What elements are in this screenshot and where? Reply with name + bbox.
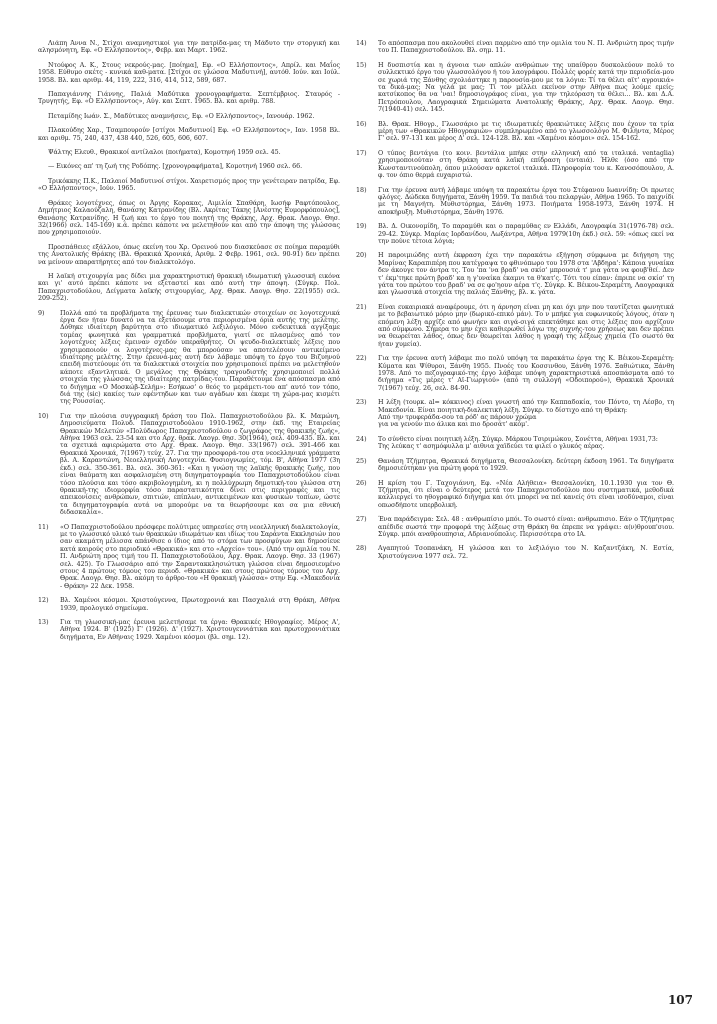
paragraph-laiki: Η λαϊκή στιχουργία μας δίδει μια χαρακτηριστική θρακική ιδιωματική γλωσσική εικόνα και γι' αυτό πρέπει κάποτε να εξεταστεί και από αυτή την άποψη. (Σύγκρ. Πολ. Παπαχριστοδούλου, Δείγματα λαϊκής στιχουργίας, Αρχ. Θρακ. Λαογρ. Θησ. 22(1955) σελ. 209-252). xyxy=(38,272,340,303)
footnote-number: 17) xyxy=(356,149,367,157)
footnote-text: Η λέξη (τουρκ. al= κόκκινος) είναι γνωστή από την Καππαδοκία, τον Πόντο, τη Λέσβο, τη Μακεδονία. Είναι ποιητική-διαλεκτική λέξη. Σύγκρ. το δίστιχο από τη Θράκη: Από την τρυφεράδα-σου τα ρόδ' ας πάρουν χρώμα για να γενούν πιο άλικα και πιο δροσάτ' ακόμ'. xyxy=(378,399,674,429)
footnote-17 xyxy=(356,150,674,180)
entry-trikokkis: Τρικόκκης Π.Κ., Παλαιοί Μαδυτινοί στίχοι. Χαιρετισμός προς την γενέτειραν πατρίδα, Εφ. «Ο Ελλήσποντος», Ιούν. 1965. xyxy=(38,177,340,193)
right-column xyxy=(356,40,674,567)
entry-ntoufos: Ντούφος Α. Κ., Στους νεκρούς-μας. [ποίημα], Εφ. «Ο Ελλήσποντος», Απρίλ. και Μαΐος 1958. Εύθυμο σκέτς - κυνικά καθ-ματα. [Στίχοι σε γλώσσα Μαδυτινή], αυτόθ. Ιούν. και Ιούλ. 1958. Βλ. και αριθμ. 44, 119, 222, 316, 414, 512, 589, 687. xyxy=(38,61,340,84)
footnote-number: 28) xyxy=(356,545,367,553)
footnote-27 xyxy=(356,516,674,538)
footnote-number: 22) xyxy=(356,355,367,363)
footnote-number: 23) xyxy=(356,399,367,407)
footnote-12 xyxy=(38,597,340,612)
paragraph-thrakes: Θράκες λογοτέχνες, όπως οι Άργης Κορακας, Αιμιλία Σπαθάρη, Ιωσήφ Ραφτόπουλος, Δημήτριος Καλαούζαλη, Θανάσης Κατρανίδης (Βλ. Ακρίτας Τάκης [Ανέστης Ευμορφόπουλος], Θανάσης Κατρανίδης. Η ζωή και το έργο του ποιητή της Θράκης, Αρχ. Θρακ. Λαογρ. Θησ. 32(1966) σελ. 145-169) κ.ά. πρέπει κάποτε να μελετηθούν και από την άποψη της γλώσσας που χρησιμοποιούν. xyxy=(38,199,340,237)
footnote-23 xyxy=(356,399,674,429)
footnote-15 xyxy=(356,62,674,114)
footnote-21 xyxy=(356,304,674,348)
footnote-number: 13) xyxy=(38,619,49,626)
footnote-number: 24) xyxy=(356,435,367,443)
footnote-text: Βλ. Χαμένοι κόσμοι. Χριστούγεννα, Πρωτοχρονιά και Πασχαλιά στη Θράκη, Αθήνα 1939, προλογικό σημείωμα. xyxy=(60,597,340,612)
footnote-number: 14) xyxy=(356,40,367,47)
footnote-19 xyxy=(356,223,674,245)
footnote-25 xyxy=(356,458,674,473)
footnote-10 xyxy=(38,413,340,517)
entry-plakoudis: Πλακούδης Χαρ., Τσαμπουρούν [στίχοι Μαδυτινοί] Εφ. «Ο Ελλήσποντος», Ιαν. 1958 Βλ. και αριθμ. 75, 240, 437, 438 440, 526, 605, 606, 607. xyxy=(38,127,340,142)
entry-papagiannis: Παπαγιάννης Γιάννης, Παλιά Μαδύτικα χρονογραφήματα. Σεπτέμβριος. Σταυρός - Τρυγητής, Εφ. «Ο Ελλήσποντος», Αύγ. και Σεπτ. 1965. Βλ. και αριθμ. 788. xyxy=(38,91,340,106)
footnote-22 xyxy=(356,355,674,392)
paragraph-prospatheies: Προσπάθειες εξάλλου, όπως εκείνη του Χρ. Ορεινού που διασκεύασε σε ποίημα παραμύθι της Ανατολικής Θράκης (Βλ. Θρακικά Χρονικά, Αριθμ. 2 Φεβρ. 1961, σελ. 90-91) δεν πρέπει να μείνουν απαρατήρητες από τον διαλεκτολόγο. xyxy=(38,243,340,266)
footnote-text: Πολλά από τα προβλήματα της έρευνας των διαλεκτικών στοιχείων σε λογοτεχνικά έργα δεν ήταν δυνατό να τα εξετάσουμε στα περιορισμένα όρια αυτής της μελέτης. Δόθηκε ιδιαίτερη βαρύτητα στο ιδιωματικό λεξιλόγιο. Μόνο ενδεικτικά αγγίξαμε τομέας φωνητικά και γραμματικά προβλήματα, γιατί σε πλασμένες από τον λογοτέχνες λέξεις έμειναν σχεδόν υπεραθρήτες. Οι ψευδο-διαλεκτικές λέξεις που χρησιμοποιούν οι λογοτέχνες-μας θα μπορούσαν να αποτελέσουν αντικείμενο ιδιαίτερης μελέτης. Στην έρευνά-μας αυτή δεν λάβαμε υπόψη το έργο του Βιζυηνού επειδή πιστεύουμε ότι τα διαλεκτικά στοιχεία που χρησιμοποιεί πρέπει να μελετηθούν κάποτε εξαντλητικά. Ο μεγάλος της Θράκης τραγουδιστής χρησιμοποιεί πολλά στοιχεία της γλώσσας της ιδιαίτερης πατρίδας-του. Παραθέτουμε ένα απόσπασμα από το διήγημα «Ο Μοσκώβ-Σελήμ»: Εσήκωσ' ο θεός το μεράμετι-του απ' αυτό τον τόπο, διά της (sic) κακίες των εφέντηδων και των αγάδων και έκαμε τη χώρα-μας κισμέτι της Ρουσσίας. xyxy=(60,309,340,406)
footnote-14 xyxy=(356,40,674,55)
footnote-text: Για την πλούσια συγγραφική δράση του Πολ. Παπαχριστοδούλου βλ. Κ. Μαμώνη, Δημοσιεύματα Πολυδ. Παπαχριστοδούλου 1910-1962, στην έκδ. της Εταιρείας Θρακικών Μελετών «Πολύδωρος Παπαχριστοδούλου ο ζωγράφος της θρακικής ζωής», Αθήνα 1963 σελ. 23-54 και στο Αρχ. θρακ. Λαογρ. θησ. 30(1964), σελ. 409-435. Βλ. και τα σχετικά αφιερώματα στο Αρχ. Θρακ. Λαογρ. Θησ. 33(1967) σελ. 391-466 και Θρακικά Χρονικά, 7(1967) τεύχ. 27. Για την προσφορά-του στα νεοελληνικά γράμματα βλ. Α. Καραντώνη, Νεοελληνική Λογοτεχνία. Φυσιογνωμίες, τόμ. Β', Αθήνα 1977 (3η έκδ.) σελ. 350-361. Βλ. σελ. 360-361: «Και η γνώση της λαϊκής θρακικής ζωής, που είναι θαύματη και ασφαλισμένη στη διηγηματογραφία του Παπαχριστοδούλου είναι τόσο πλούσια και τόσο ακριβολογημένη, κι η πολλύχρωμη δημοτική-του γλώσσα στη θρακική-της ιδιομορφία τόσο παραστατικότητα δίνει στις περιγραφές και τις απεικονίσεις ανθρώπων, σπιτιών, επίπλων, αντικειμένων και φυσικών τοπίων, ώστε τα διηγηματογραφία αυτά να μπορούμε να τα θεωρήσουμε και σα μια εθνική διδασκαλία». xyxy=(60,412,340,517)
footnote-number: 15) xyxy=(356,61,367,69)
footnote-number: 9) xyxy=(38,309,45,317)
footnote-number: 26) xyxy=(356,479,367,487)
footnote-text: «Ο Παπαχριστοδούλου πρόσφερε πολύτιμες υπηρεσίες στη νεοελληνική διαλεκτολογία, με το γλωσσικό υλικό των θρακικών ιδιωμάτων και ιδίως του Σαράντα Εκκλησιών που σαν ακαμάτη μέλισσα απάνθισε ο ίδιος από το στόμα των προσφύγων και δημοσίευε κατά καιρούς στο περιοδικό «Θρακικά» και στο «Αρχείο» του». (Από την ομιλία του Ν. Π. Ανδριώτη προς τιμή του Π. Παπαχριστοδούλου, Αρχ. Θρακ. Λαογρ. Θησ. 33 (1967) σελ. 425). Το Γλωσσάριο από την Σαραντακκλησιώτικη γλώσσα είναι δημοσιευμένο στους 4 πρώτους τόμους του περιοδ. «Θρακικά» και στους πρώτους τόμους του Αρχ. Θρακ. Λαογρ. Θησ. Βλ. ακόμη το άρθρο-του «Η θρακική γλώσσα» στην Εφ. «Μακεδονία - Θράκη» 22 Δεκ. 1958. xyxy=(60,523,340,590)
footnote-24 xyxy=(356,436,674,451)
footnote-number: 21) xyxy=(356,303,367,311)
footnote-26 xyxy=(356,480,674,510)
footnote-text: Βλ. Θρακ. Ηθογρ., Γλωσσάριο με τις ιδιωματικές θρακιώτικες λέξεις που έχουν τα τρία μέρη των «Θρακικών Ηθογραφιών» συμπληρωμένο από το γλωσσολόγο Μ. Φιλήντα, Μέρος Γ' σελ. 97-131 και μέρος Δ' σελ. 124-128. Βλ. και «Χαμένοι κόσμοι» σελ. 154-162. xyxy=(378,120,674,143)
footnote-text: Αγαπητού Τσοπανάκη, Η γλώσσα και το λεξιλόγιο του Ν. Καζαντζάκη, Ν. Εστία, Χριστούγεννα 1977 σελ. 72. xyxy=(378,545,674,560)
footnote-28 xyxy=(356,545,674,560)
entry-petamidis: Πεταμίδης Ιωάν. Σ., Μαδύτικες αναμνήσεις, Εφ. «Ο Ελλήσποντος», Ιανουάρ. 1962. xyxy=(48,112,315,120)
page-number: 107 xyxy=(667,993,693,1007)
footnote-13 xyxy=(38,619,340,641)
footnote-number: 27) xyxy=(356,516,367,524)
footnote-number: 25) xyxy=(356,457,367,465)
footnote-20 xyxy=(356,252,674,296)
footnote-text: Ένα παράδειγμα: Σελ. 48 : ανθρωπίσιο μπόι. Το σωστό είναι: ανθρωπισιο. Εάν ο Τζήμητρας απέδιδε σωστά την προφορά της λέξεως στη Θράκη θα έπρεπε να γράψει: α(ν)θρουπ'σιου. Σύγκρ. μπόι αναθρουπησια, Αδριανούπολις. Περισσότερα στο ΙΑ. xyxy=(378,516,674,538)
entry-liapi: Λιάπη Άννα Ν., Στίχοι αναμνηστικοί για την πατρίδα-μας τη Μάδυτο την στοργική και αλησμόνητη, Εφ. «Ο Ελλήσποντος», Φεβρ. και Μαρτ. 1962. xyxy=(38,40,340,55)
footnote-text: Η κρίση του Γ. Ταχογιάννη, Εφ. «Νέα Αλήθεια» Θεσσαλονίκη, 10.1.1930 για τον Θ. Τζήμητρα, ότι είναι ο δεύτερος μετά τον Παπαχριστοδούλου που συστηματικά, μεθοδικά καλλιεργεί το ηθογραφικό διήγημα και ότι μπορεί να πεί κανείς ότι είναι ισοδύναμοι, είναι οπωσδήποτε υπερβολική. xyxy=(378,479,674,509)
footnote-18 xyxy=(356,187,674,217)
footnote-text: Το σύνθετο είναι ποιητική λέξη. Σύγκρ. Μάρκου Τσιριμώκου, Σονέττα, Αθήναι 1931,73: Της λεύκας τ' ασημόφυλλα μ' αιθνια χαϊδεύει τα φιλεί ο γλυκός αέρας. xyxy=(378,435,658,451)
entry-psaltis: Ψάλτης Ελευθ., Θρακικοί αντίλαλοι (ποιήματα), Κομοτηνή 1959 σελ. 45. xyxy=(48,149,281,157)
footnote-text: Το απόσπασμα που ακολουθεί είναι παρμένο από την ομιλία του Ν. Π. Ανδριώτη προς τιμήν του Π. Παπαχριστοδούλου. Βλ. σημ. 11. xyxy=(378,40,674,55)
entry-psaltis-2: — Εικόνες απ' τη ζωή της Ροδόπης. [χρονογραφήματα], Κομοτηνή 1960 σελ. 66. xyxy=(48,163,303,171)
footnote-text: Η δυσπιστία και η άγνοια των απλών ανθρώπων της υπαίθρου δυσκολεύουν πολύ το συλλεκτικό έργο του γλωσσολόγου ή του λαογράφου. Πολλές φορές κατά την περιοδεία-μου σε χωριά της Ξάνθης σχολιάστηκε η παρουσία-μου με τα λόγια: Τί τα θέλει αϊτ' αγροικιά» τα δικά-μας; Να γελά με μας; Τί τον μέλλει εκείνον στην Αθήνα πως λούμε εμείς; κατσίκοπος θα να 'ναι! δημοσιογράφος είναι, για την τηλεόραση τα θέλει... Βλ. και Δ.Α. Πετρόπουλου, Λαογραφικά Σημειώματα Ανατολικής Θράκης, Αρχ. Θρακ. Λαογρ. Θησ. 7(1940-41) σελ. 145. xyxy=(378,61,674,114)
footnote-text: Για την έρευνα αυτή λάβαμε πιο πολύ υπόψη τα παρακάτω έργα της Κ. Βέικου-Σεραμέτη: Κύματα και Ψίθυροι, Ξάνθη 1955. Πνοές του Κοσσινθου, Ξάνθη 1976. Ξαθιώτικα, Ξάνθη 1978. Από το πεζογραφικό-της έργο λάβαμε υπόψη χαρακτηριστικά αποσπάσματα από το διήγημα «Τις μέρες τ' Αϊ-Γιωργιού» (από τη συλλογή «Οδοιπορού»), Θρακικά Χρονικά 7(1967) τεύχ. 26, σελ. 84-90. xyxy=(378,355,674,392)
footnote-text: Για την έρευνα αυτή λάβαμε υπόψη τα παρακάτω έργα του Στέφανου Ιωαννίδη: Οι πρωτες φλόγες. Δώδεκα διηγήματα, Ξάνθη 1959. Τα παιδιά του πελαργών, Αθήνα 1965. Το παιχνίδι με τη Μαγνήτη. Μυθιστόρημα, Ξάνθη 1973. Ποιήματα 1958-1973, Ξάνθη 1974. Η αποκήρυξη. Μυθιστόρημα, Ξάνθη 1976. xyxy=(378,186,674,216)
footnote-number: 11) xyxy=(38,523,49,531)
left-column xyxy=(38,40,340,648)
footnote-number: 12) xyxy=(38,597,49,605)
footnote-text: Η παροιμιώδης αυτή έκφραση έχει την παρακάτω εξήγηση σύμφωνα με διήγηση της Μαρίνας Καραπιπέρη που κατέγραψα το φθινόπωρο του 1978 στα 'Αβδηρα': Κάποια γυναίκα δεν άκουγε τον άντρα τς. Του 'πα 'να βραδ' να σκίσ' μπρουσιά τ' μια γάτα να φουβ'θεί. Δεν τ' έκμ'τηκε πρώτη βραδ' κα η γ'υναίκα έκαμνι τα θ'κατ'ς. Τότι του είπαν: έπριπε να σκίσ' τη γάτα του πρώτου του βραδ' να σε φο'ηουν αέρα τ'ς. Σύγκρ. Κ. Βέικου-Σεραμέτη, Λαογραφικά και γλωσσικά στοιχεία της παλιάς Ξάνθης, βλ. κ. γάτα. xyxy=(378,252,674,297)
footnote-9 xyxy=(38,310,340,406)
footnote-text: Βλ. Δ. Οικονομίδη, Το παραμύθι και ο παραμύθας εν Ελλάδι, Λαογραφία 31(1976-78) σελ. 29-42. Σύγκρ. Μαρίας Ιορδανίδου, Λωξάντρα, Αθήνα 1979(10η έκδ.) σελ. 59: «όπως εκεί να την πούνε τέτοια λόγια; xyxy=(378,223,674,245)
footnote-11 xyxy=(38,524,340,591)
footnote-text: Είναι ευκαιριακά αναφέρουμε, ότι η άρνηση είναι μη και όχι μην που ταυτίζεται φωνητικά με το βεβαιωτικό μόριο μην (δωρικό-επικό μάν). Το ν μπήκε για ευφωνικούς λόγους, όταν η επόμενη λέξη αρχίζε από φωνήεν και σιγά-σιγά επεκτάθηκε και στις λέξεις που αρχίζουν από σύμφωνο. Σήμερα το μην έχει καθιερωθεί λόγω της συχνής-του χρήσεως και δεν πρέπει να θεωρείται λάθος, όπως δεν θεωρείται λάθος η γραφή της λέξεως χημεία (Το σωστό θα ήταν χυμεία). xyxy=(378,303,674,348)
footnote-16 xyxy=(356,121,674,143)
footnote-number: 19) xyxy=(356,223,367,231)
footnote-number: 18) xyxy=(356,186,367,194)
footnote-text: Θανάση Τζήμητρα, Θρακικά διηγήματα, Θεσσαλονίκη. δεύτερη έκδοση 1961. Τα διηγήματα δημοσιεύτηκαν για πρώτη φορά το 1929. xyxy=(378,457,674,473)
footnote-text: Ο τύπος βεντάγια (το κοιν. βεντάλια μπήκε στην ελληνική από τα ιταλικά. ventaglia) χρησιμοποιούταν στη Θράκη κατά λαϊκή επίδραση (ενταιά). Ήλθε (όσο από την Κωνσταντινούπολη, όπου μιλούσαν αρκετοί ιταλικά. Πληροφορία του κ. Κανοσόπουλου, Α. φ. τον όπιο θερμά ευχαριστώ. xyxy=(378,149,674,180)
footnote-number: 10) xyxy=(38,412,49,420)
footnote-number: 16) xyxy=(356,120,367,128)
footnote-text: Για τη γλωσσική-μας έρευνα μελετήσαμε τα έργα: Θρακικές Ηθογραφίες. Μέρος Α', Αθήνα 1924. Β' (1925) Γ' (1926). Δ' (1927). Χριστουγεννιάτικα και πρωτοχρονιάτικα διηγήματα, Εν Αθήναις 1929. Χαμένοι κόσμοι (βλ. σημ. 12). xyxy=(60,619,340,641)
footnote-number: 20) xyxy=(356,252,367,260)
